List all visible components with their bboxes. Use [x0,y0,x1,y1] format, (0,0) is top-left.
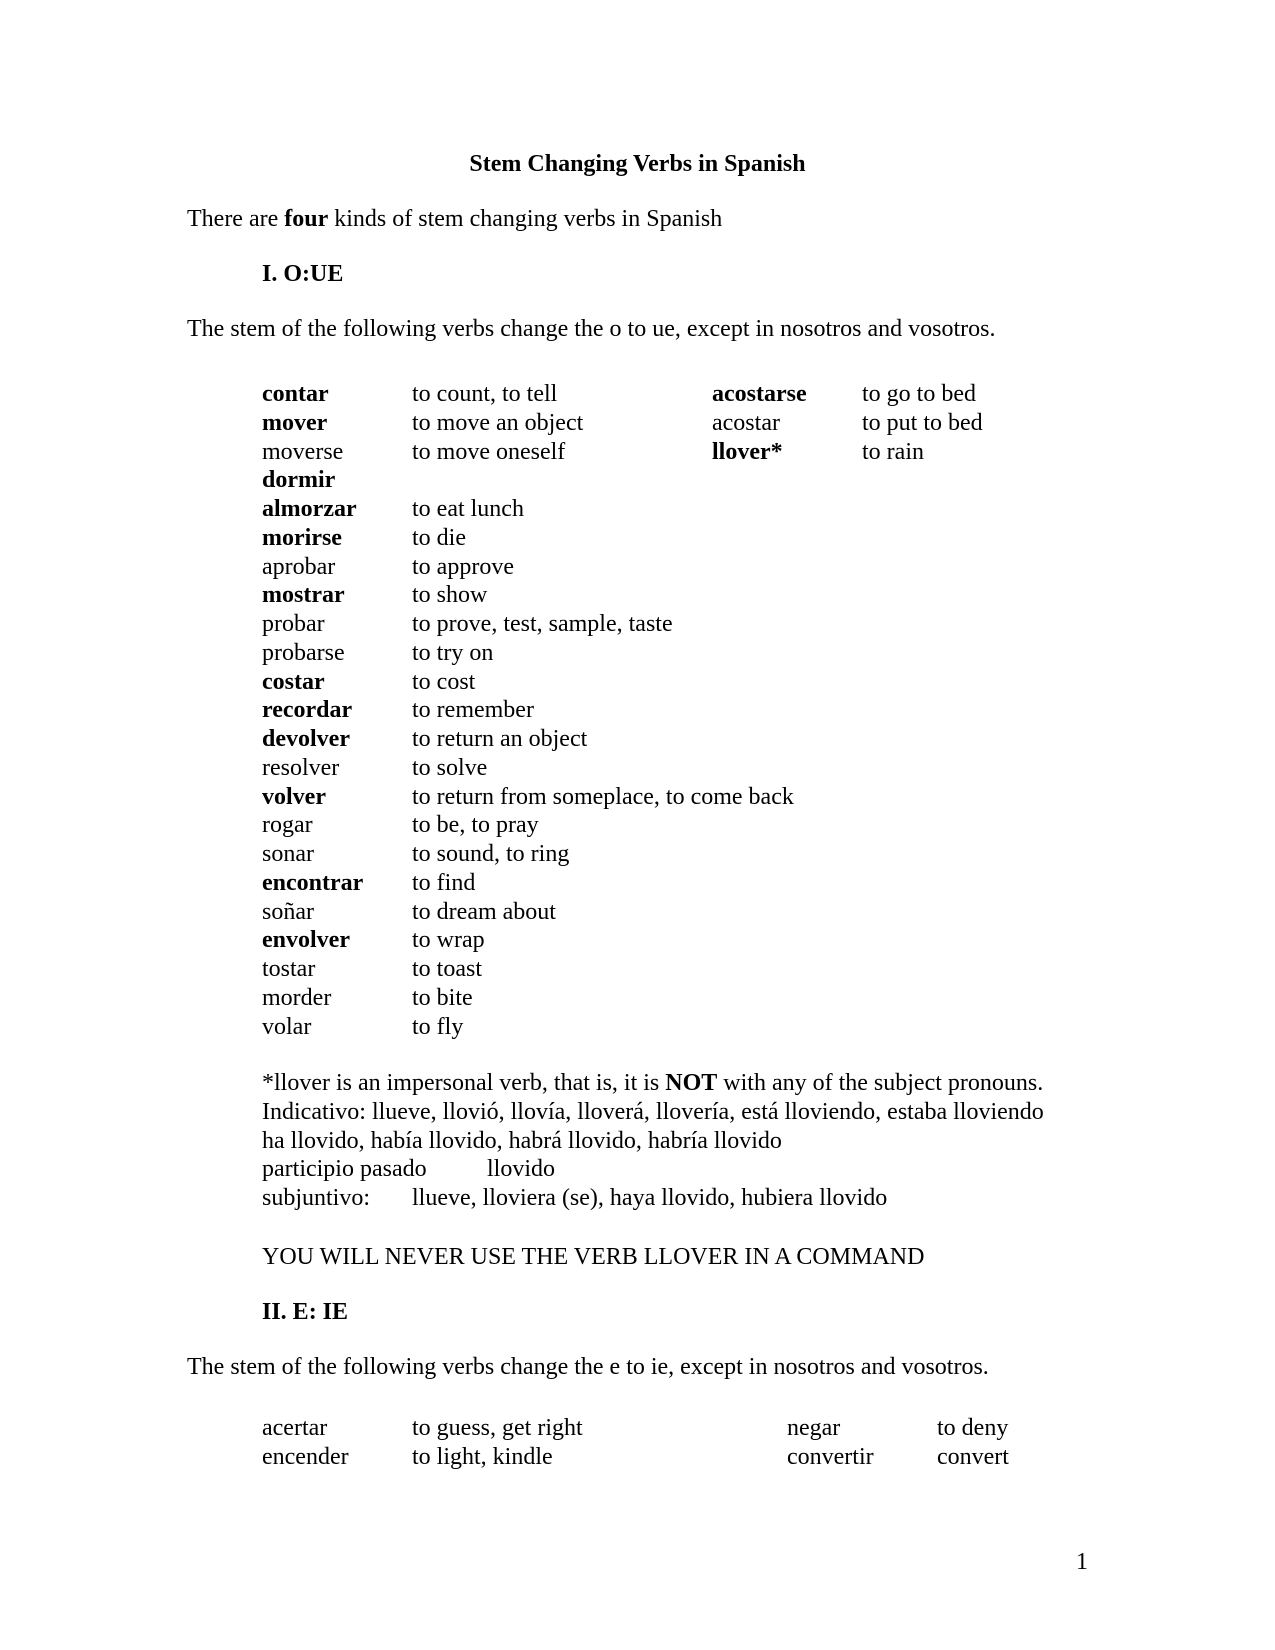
verb-spanish: acertar [262,1415,328,1441]
page-number: 1 [1076,1549,1088,1575]
verb-spanish: recordar [262,697,353,724]
verb-spanish: mostrar [262,582,345,609]
intro-bold: four [284,206,329,232]
note-line-5 [262,1184,1044,1213]
note-line-4 [262,1155,1044,1184]
verb-spanish: negar [787,1415,841,1441]
verb-english: to eat lunch [412,496,524,522]
verb-spanish: costar [262,668,325,695]
verb-english: to move oneself [412,438,566,465]
verb-spanish: almorzar [262,496,357,522]
section2-heading: II. E: IE [262,1299,349,1325]
intro-post: kinds of stem changing verbs in Spanish [328,206,723,232]
verb-english: to toast [412,956,482,982]
verb-english: to show [412,582,488,609]
verb-english: to light, kindle [412,1443,553,1470]
verb-spanish: dormir [262,467,336,494]
subjuntivo-label: subjuntivo: [262,1185,371,1211]
verb-english: to rain [862,438,924,465]
verb-spanish: llover* [712,438,783,465]
verb-english: to dream about [412,898,556,925]
verb-english: to die [412,524,466,551]
verb-english: to deny [937,1415,1009,1441]
section2-description: The stem of the following verbs change the e to ie, except in nosotros and vosotros. [187,1354,989,1380]
verb-english: to move an object [412,409,584,436]
verb-english: to wrap [412,927,485,954]
verb-english: to prove, test, sample, taste [412,611,673,637]
verb-spanish: volar [262,1013,312,1040]
verb-spanish: moverse [262,438,344,465]
note-line-1 [262,1069,1044,1098]
note-line-3: ha llovido, había llovido, habrá llovido, habría llovido [262,1127,782,1154]
verb-spanish: volver [262,783,326,810]
verb-spanish: soñar [262,898,314,925]
verb-english: to sound, to ring [412,841,570,867]
verb-spanish: tostar [262,956,316,982]
verb-spanish: acostarse [712,381,807,407]
participio-label: participio pasado [262,1156,427,1183]
verb-spanish: acostar [712,409,780,436]
verb-english: to approve [412,553,514,580]
verb-english: to return from someplace, to come back [412,783,794,810]
verb-spanish: convertir [787,1443,874,1470]
verb-english: to be, to pray [412,812,539,839]
verb-spanish: encender [262,1443,349,1470]
section1-description: The stem of the following verbs change the o to ue, except in nosotros and vosotros. [187,316,996,342]
verb-english: to fly [412,1013,464,1040]
verb-english: to count, to tell [412,381,558,407]
subjuntivo-value: llueve, lloviera (se), haya llovido, hubiera llovido [412,1185,888,1211]
participio-value: llovido [487,1156,556,1183]
note-line-2: Indicativo: llueve, llovió, llovía, lloverá, llovería, está lloviendo, estaba lloviendo [262,1098,1044,1125]
verb-english: to put to bed [862,409,983,436]
verb-english: convert [937,1443,1009,1470]
verb-spanish: contar [262,381,329,407]
section1-heading: I. O:UE [262,261,344,287]
verb-spanish: rogar [262,812,313,839]
verb-english: to go to bed [862,381,976,407]
verb-english: to cost [412,668,476,695]
command-warning: YOU WILL NEVER USE THE VERB LLOVER IN A COMMAND [262,1244,925,1270]
verb-spanish: probarse [262,639,345,666]
verb-english: to guess, get right [412,1415,583,1441]
verb-spanish: envolver [262,927,350,954]
intro-pre: There are [187,206,285,232]
verb-english: to return an object [412,726,588,752]
verb-english: to remember [412,697,534,724]
verb-english: to solve [412,754,488,781]
verb-spanish: morder [262,984,332,1011]
verb-spanish: encontrar [262,869,364,896]
verb-spanish: morirse [262,524,342,551]
verb-spanish: probar [262,611,325,637]
intro-paragraph [187,205,722,233]
verb-spanish: resolver [262,754,340,781]
verb-english: to find [412,869,476,896]
note-line-1-bold: NOT [665,1070,718,1096]
verb-spanish: aprobar [262,553,336,580]
verb-spanish: mover [262,409,328,436]
note-line-1-pre: *llover is an impersonal verb, that is, it is [262,1070,666,1096]
verb-spanish: devolver [262,726,350,752]
llover-note [262,1069,1044,1213]
verb-english: to try on [412,639,494,666]
verb-english: to bite [412,984,473,1011]
page-title: Stem Changing Verbs in Spanish [469,151,806,177]
verb-spanish: sonar [262,841,314,867]
note-line-1-post: with any of the subject pronouns. [717,1070,1044,1096]
